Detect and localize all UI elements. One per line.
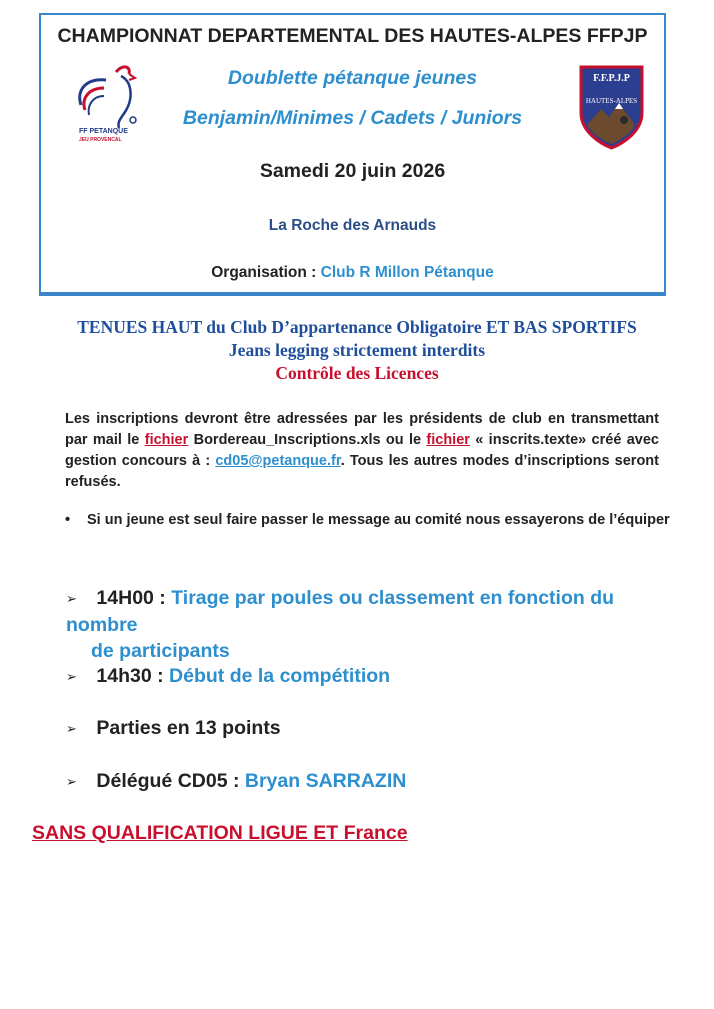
fichier-link-2[interactable]: fichier <box>426 432 470 448</box>
ff-logo-caption: FF PETANQUE JEU PROVENCAL <box>79 128 128 143</box>
schedule-text-cont: de participants <box>91 639 230 662</box>
championship-title: CHAMPIONNAT DEPARTEMENTAL DES HAUTES-ALPES FFPJP <box>57 25 648 47</box>
event-place: La Roche des Arnauds <box>268 217 437 234</box>
arrow-bullet-icon: ➢ <box>66 773 77 789</box>
inscriptions-paragraph: Les inscriptions devront être adressées par les présidents de club en transmettant par mail le fichier Bordereau_Inscriptions.xls ou le fichier « inscrits.texte» créé avec gestion concours à : cd05@petanque.fr. Tous les autres modes d’inscriptions seront refusés. <box>65 411 659 490</box>
shield-subtitle: HAUTES-ALPES <box>585 97 638 105</box>
schedule-time: Parties en 13 points <box>96 717 281 739</box>
ffpjp-hautes-alpes-shield <box>579 65 644 150</box>
schedule-time: 14H00 : <box>96 587 166 609</box>
organisation-value: Club R Millon Pétanque <box>320 264 494 281</box>
schedule-item-draw <box>66 585 676 664</box>
dress-code-block <box>0 316 714 385</box>
jeans-rule-line: Jeans legging strictement interdits <box>228 340 486 360</box>
licence-control-line: Contrôle des Licences <box>275 363 439 383</box>
delegate-name: Bryan SARRAZIN <box>244 770 407 792</box>
fichier-link-1[interactable]: fichier <box>144 432 189 448</box>
schedule-item-delegate <box>66 768 406 795</box>
event-subtitle: Doublette pétanque jeunes <box>227 67 478 89</box>
schedule-text: Début de la compétition <box>169 665 391 687</box>
qualification-note: SANS QUALIFICATION LIGUE ET France <box>32 822 408 844</box>
arrow-bullet-icon: ➢ <box>66 720 77 736</box>
header-box <box>39 13 666 296</box>
schedule-time: Délégué CD05 : <box>96 770 240 792</box>
schedule-time: 14h30 : <box>96 665 164 687</box>
event-date: Samedi 20 juin 2026 <box>259 160 446 182</box>
arrow-bullet-icon: ➢ <box>66 668 77 684</box>
arrow-bullet-icon: ➢ <box>66 590 77 606</box>
schedule-item-start <box>66 663 390 690</box>
bullet-item: • Si un jeune est seul faire passer le message au comité nous essayerons de l’équiper <box>65 512 670 528</box>
bullet-icon: • <box>65 512 71 528</box>
ff-petanque-logo <box>71 60 151 155</box>
schedule-item-points <box>66 715 281 742</box>
rooster-icon <box>71 60 151 130</box>
organisation-label: Organisation : <box>211 264 317 281</box>
email-link[interactable]: cd05@petanque.fr <box>215 453 341 469</box>
organisation-line <box>41 264 664 282</box>
categories-subtitle: Benjamin/Minimes / Cadets / Juniors <box>182 107 523 129</box>
schedule-text: Tirage par poules ou classement en fonction du nombre <box>66 587 615 636</box>
dress-code-line: TENUES HAUT du Club D’appartenance Obligatoire ET BAS SPORTIFS <box>77 317 637 337</box>
shield-title: F.F.P.J.P <box>593 73 630 84</box>
